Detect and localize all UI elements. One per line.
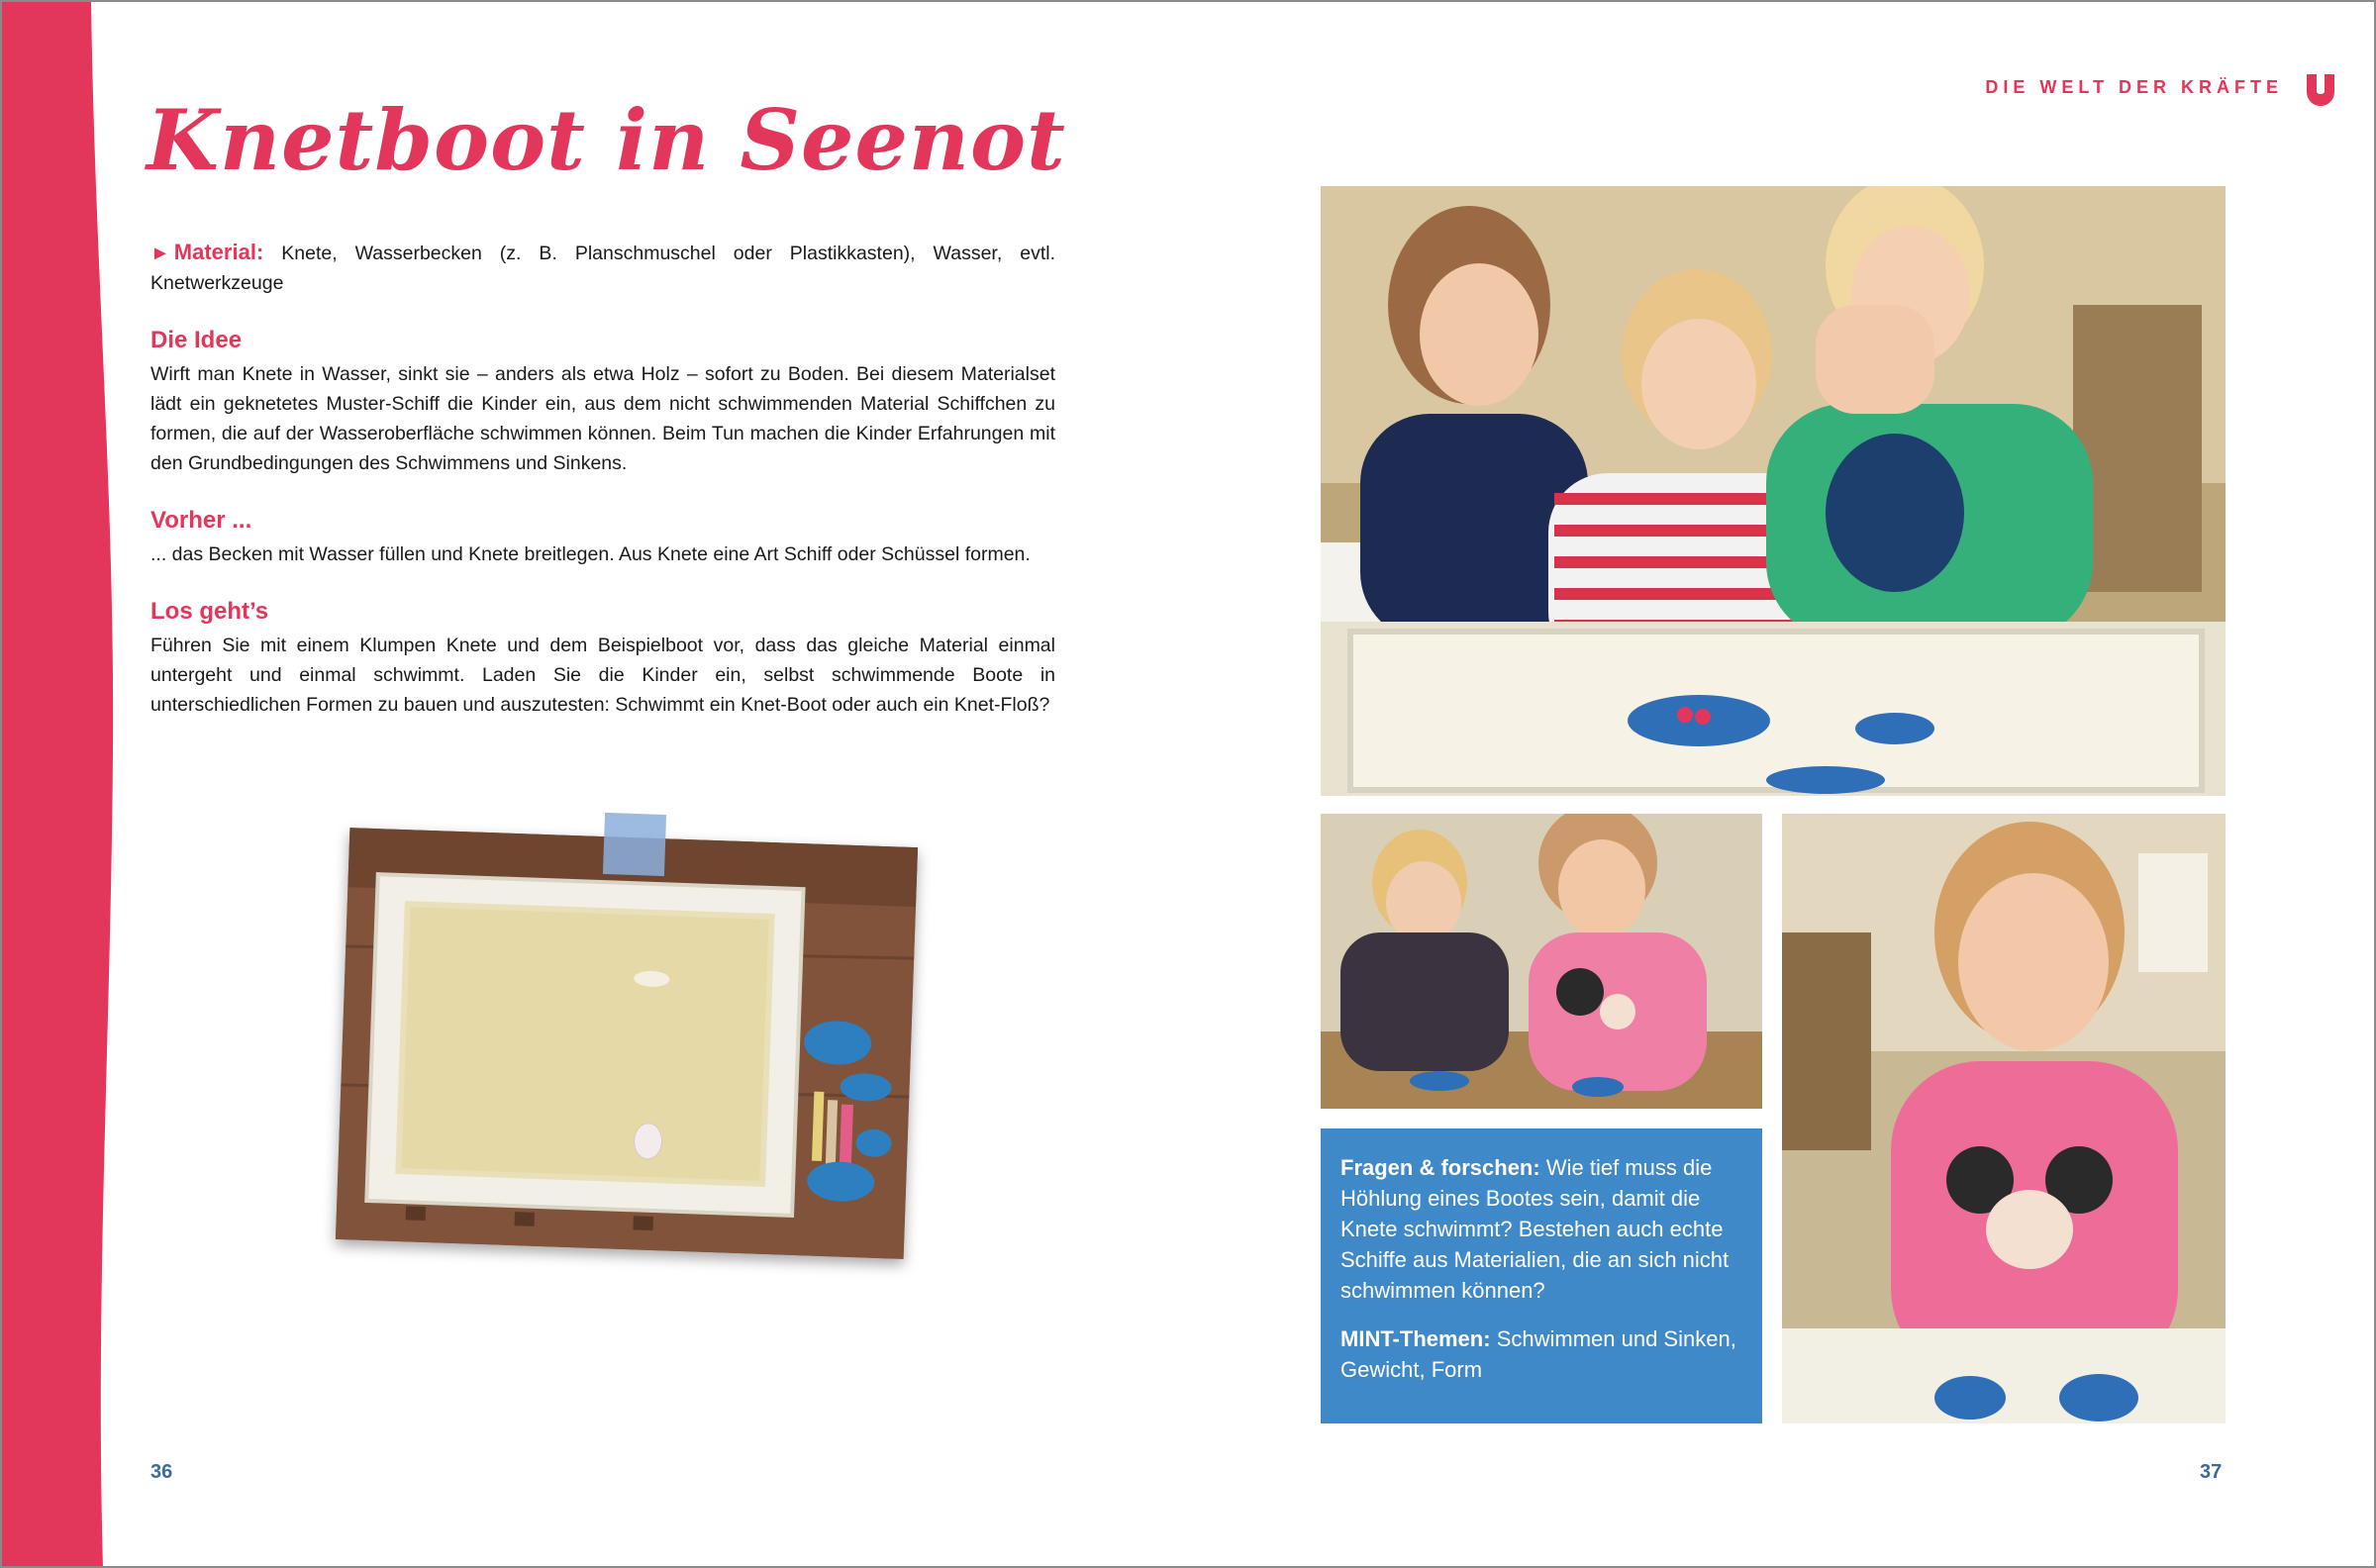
page-number-left: 36 [150, 1461, 173, 1483]
photo-girl-minnie-shirt [1782, 814, 2226, 1423]
play-arrow-icon: ► [150, 243, 170, 264]
research-question-box [1321, 1128, 1762, 1423]
photo-girls-at-table [1321, 814, 1762, 1109]
questions-text: Wie tief muss die Höhlung eines Bootes sein, damit die Knete schwimmt? Bestehen auch echte Schiffe aus Materialien, die an sich nicht schwimmen können? [1340, 1155, 1730, 1303]
questions-label: Fragen & forschen: [1340, 1155, 1540, 1180]
page-title: Knetboot in Seenot [147, 91, 1066, 189]
go-heading: Los geht’s [150, 598, 269, 625]
photo-children-kneading [1321, 186, 2226, 796]
before-heading: Vorher ... [150, 507, 252, 534]
topics-label: MINT-Themen: [1340, 1326, 1491, 1351]
idea-text: Wirft man Knete in Wasser, sinkt sie – anders als etwa Holz – sofort zu Boden. Bei diesem Materialset lädt ein geknetetes Muster-Schiff die Kinder ein, aus dem nicht schwimmenden Material Schiffchen zu formen, die auf der Wasseroberfläche schwimmen können. Beim Tun machen die Kinder Erfahrungen mit den Grundbedingungen des Schwimmens und Sinkens. [150, 363, 1055, 474]
page-number-right: 37 [2200, 1461, 2223, 1483]
tape-strip [603, 813, 666, 876]
material-label: Material: [173, 240, 264, 264]
before-text: ... das Becken mit Wasser füllen und Knete breitlegen. Aus Knete eine Art Schiff oder Schüssel formen. [150, 543, 1031, 565]
material-text: Knete, Wasserbecken (z. B. Planschmuschel oder Plastikkasten), Wasser, evtl. Knetwerkzeuge [150, 243, 1055, 294]
idea-heading: Die Idee [150, 327, 243, 353]
topics-text: Schwimmen und Sinken, Gewicht, Form [1340, 1326, 1736, 1382]
instructions-text [150, 238, 1055, 720]
go-text: Führen Sie mit einem Klumpen Knete und dem Beispielboot vor, dass das gleiche Material einmal untergeht und einmal schwimmt. Laden Sie die Kinder ein, selbst schwimmende Boote in unterschiedlichen Formen zu bauen und auszutesten: Schwimmt ein Knet-Boot oder auch ein Knet-Floß? [150, 635, 1055, 716]
section-tag: DIE WELT DER KRÄFTE [1985, 77, 2283, 97]
topics-paragraph [1340, 1323, 1742, 1385]
material-paragraph [150, 238, 1055, 298]
magnet-icon [2301, 65, 2340, 111]
questions-paragraph [1340, 1152, 1742, 1306]
tray-photo [336, 828, 918, 1259]
